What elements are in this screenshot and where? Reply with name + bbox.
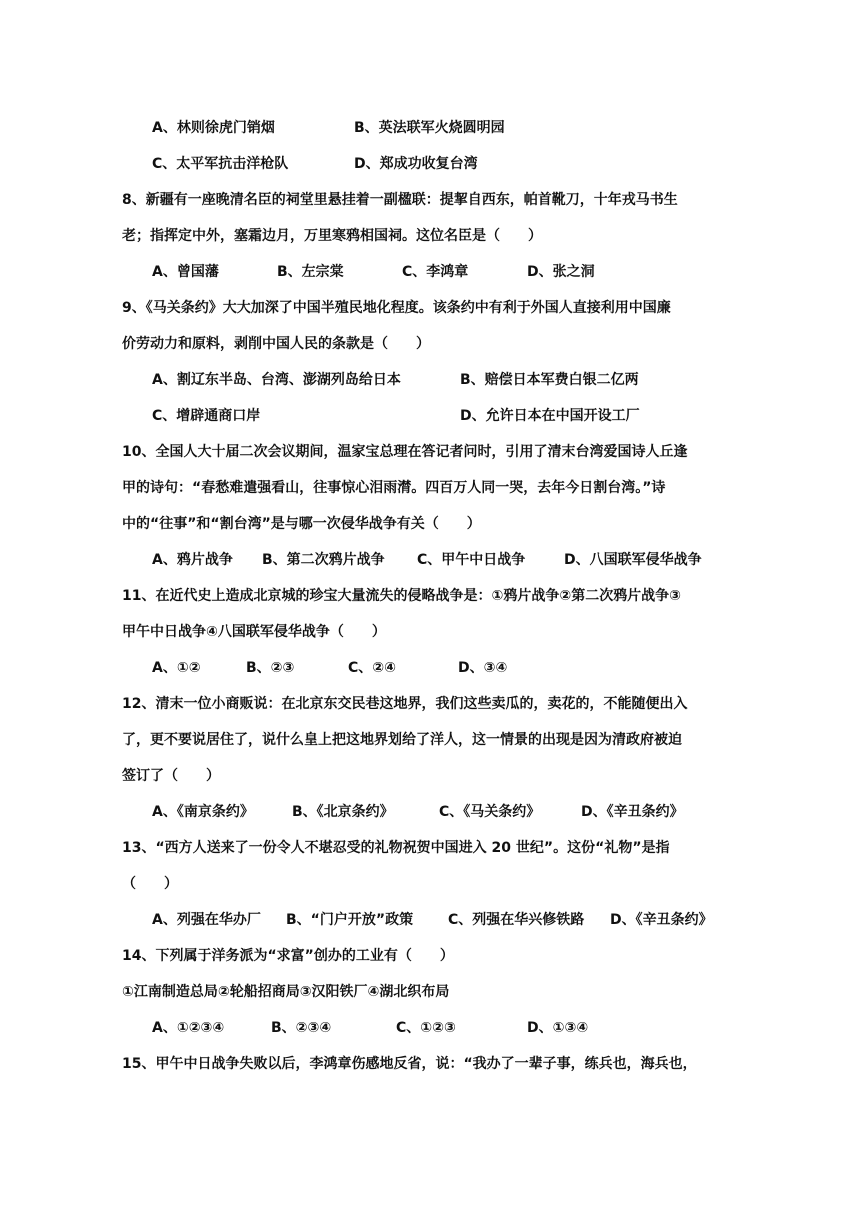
q7-option-d-wrap (354, 154, 478, 174)
q12-option-c: C、《马关条约》 (439, 804, 541, 820)
q14-option-b: B、②③④ (271, 1020, 332, 1036)
q13-option-b: B、“门户开放”政策 (286, 912, 414, 928)
q8-option-c: C、李鸿章 (402, 264, 469, 280)
q7-options-row-1 (152, 118, 275, 138)
q7-option-c: C、太平军抗击洋枪队 (152, 156, 289, 172)
q11-option-a: A、①② (152, 660, 201, 676)
q14-stem-line-1: 14、下列属于洋务派为“求富”创办的工业有（ ） (122, 948, 454, 964)
q12-stem-line-3: 签订了（ ） (122, 768, 220, 784)
q9-stem-line-1: 9、《马关条约》大大加深了中国半殖民地化程度。该条约中有利于外国人直接利用中国廉 (122, 300, 671, 316)
q11-option-d: D、③④ (458, 660, 508, 676)
q9-option-a: A、割辽东半岛、台湾、澎湖列岛给日本 (152, 372, 401, 388)
q11-stem-line-2: 甲午中日战争④八国联军侵华战争（ ） (122, 624, 386, 640)
q7-option-d: D、郑成功收复台湾 (354, 156, 478, 172)
q13-option-a: A、列强在华办厂 (152, 912, 261, 928)
q7-option-b: B、英法联军火烧圆明园 (354, 120, 505, 136)
q10-stem-line-1: 10、全国人大十届二次会议期间，温家宝总理在答记者问时，引用了清末台湾爱国诗人丘逢 (122, 444, 688, 460)
q7-option-a: A、林则徐虎门销烟 (152, 120, 275, 136)
q12-option-a: A、《南京条约》 (152, 804, 254, 820)
q8-option-a: A、曾国藩 (152, 264, 219, 280)
q8-stem-line-1: 8、新疆有一座晚清名臣的祠堂里悬挂着一副楹联：提挈自西东，帕首靴刀，十年戎马书生 (122, 192, 678, 208)
q12-stem-line-1: 12、清末一位小商贩说：在北京东交民巷这地界，我们这些卖瓜的，卖花的，不能随便出入 (122, 696, 688, 712)
q10-option-c: C、甲午中日战争 (417, 552, 526, 568)
q13-stem-line-1: 13、“西方人送来了一份令人不堪忍受的礼物祝贺中国进入 20 世纪”。这份“礼物”是指 (122, 840, 670, 856)
q13-stem-line-2: （ ） (122, 876, 178, 892)
q10-option-d: D、八国联军侵华战争 (564, 552, 702, 568)
q8-option-d: D、张之洞 (527, 264, 595, 280)
q14-option-d: D、①③④ (527, 1020, 589, 1036)
q14-stem-line-2: ①江南制造总局②轮船招商局③汉阳铁厂④湖北织布局 (122, 984, 450, 1000)
q9-option-d: D、允许日本在中国开设工厂 (460, 408, 640, 424)
q10-stem-line-2: 甲的诗句：“春愁难遣强看山，往事惊心泪雨潸。四百万人同一哭，去年今日割台湾。”诗 (122, 480, 666, 496)
q8-stem-line-2: 老；指挥定中外，塞霜边月，万里寒鸦相国祠。这位名臣是（ ） (122, 228, 542, 244)
q11-stem-line-1: 11、在近代史上造成北京城的珍宝大量流失的侵略战争是：①鸦片战争②第二次鸦片战争③ (122, 588, 682, 604)
q8-option-b: B、左宗棠 (277, 264, 344, 280)
q15-stem-line-1: 15、甲午中日战争失败以后，李鸿章伤感地反省，说：“我办了一辈子事，练兵也，海兵也， (122, 1056, 697, 1072)
q14-option-a: A、①②③④ (152, 1020, 225, 1036)
q9-option-c: C、增辟通商口岸 (152, 408, 261, 424)
q13-option-c: C、列强在华兴修铁路 (448, 912, 585, 928)
q11-option-b: B、②③ (246, 660, 295, 676)
q7-option-b-wrap (354, 118, 505, 138)
q10-stem-line-3: 中的“往事”和“割台湾”是与哪一次侵华战争有关（ ） (122, 516, 481, 532)
q10-option-b: B、第二次鸦片战争 (262, 552, 385, 568)
q13-option-d: D、《辛丑条约》 (610, 912, 713, 928)
q9-stem-line-2: 价劳动力和原料，剥削中国人民的条款是（ ） (122, 336, 430, 352)
q7-options-row-2 (152, 154, 288, 174)
q12-option-b: B、《北京条约》 (292, 804, 394, 820)
q12-option-d: D、《辛丑条约》 (581, 804, 684, 820)
q10-option-a: A、鸦片战争 (152, 552, 233, 568)
q14-option-c: C、①②③ (396, 1020, 456, 1036)
q9-option-b: B、赔偿日本军费白银二亿两 (460, 372, 639, 388)
q11-option-c: C、②④ (348, 660, 396, 676)
q12-stem-line-2: 了，更不要说居住了，说什么皇上把这地界划给了洋人，这一情景的出现是因为清政府被迫 (122, 732, 682, 748)
